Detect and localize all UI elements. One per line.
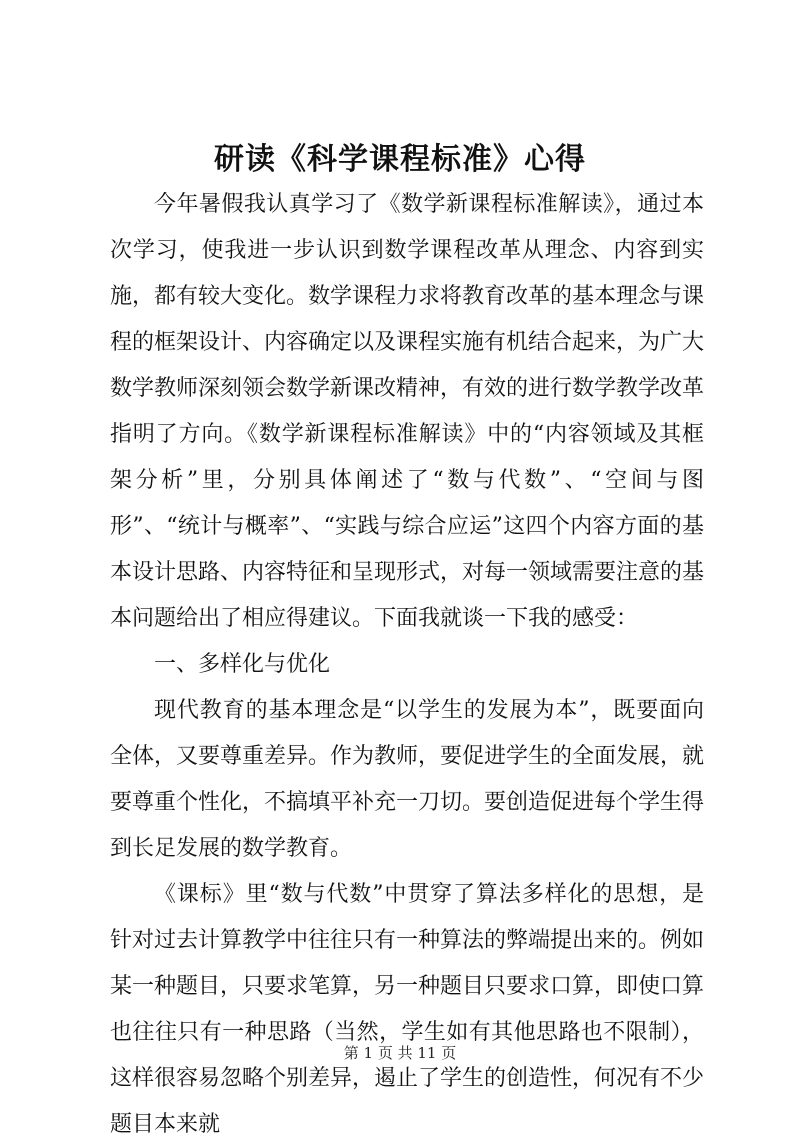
document-body <box>110 182 704 1148</box>
paragraph-education-concept: 现代教育的基本理念是“以学生的发展为本”，既要面向全体，又要尊重差异。作为教师，要促进学生的全面发展，就要尊重个性化，不搞填平补充一刀切。要创造促进每个学生得到长足发展的数学教育。 <box>110 698 705 861</box>
paragraph-curriculum-standard: 《课标》里“数与代数”中贯穿了算法多样化的思想，是针对过去计算教学中往往只有一种算法的弊端提出来的。例如某一种题目，只要求笔算，另一种题目只要求口算，即使口算也往往只有一种思路（当然，学生如有其他思路也不限制），这样很容易忽略个别差异，遏止了学生的创造性，何况有不少题目本来就 <box>110 882 705 1137</box>
section-heading: 一、多样化与优化 <box>154 652 331 677</box>
page-footer: 第 1 页 共 11 页 <box>343 1044 457 1062</box>
paragraph-intro: 今年暑假我认真学习了《数学新课程标准解读》，通过本次学习，使我进一步认识到数学课程改革从理念、内容到实施，都有较大变化。数学课程力求将教育改革的基本理念与课程的框架设计、内容确定以及课程实施有机结合起来，为广大数学教师深刻领会数学新课改精神，有效的进行数学教学改革指明了方向。《数学新课程标准解读》中的“内容领域及其框架分析”里，分别具体阐述了“数与代数”、“空间与图形”、“统计与概率”、“实践与综合应运”这四个内容方面的基本设计思路、内容特征和呈现形式，对每一领域需要注意的基本问题给出了相应得建议。下面我就谈一下我的感受： <box>110 192 705 631</box>
document-title: 研读《科学课程标准》心得 <box>214 142 586 177</box>
